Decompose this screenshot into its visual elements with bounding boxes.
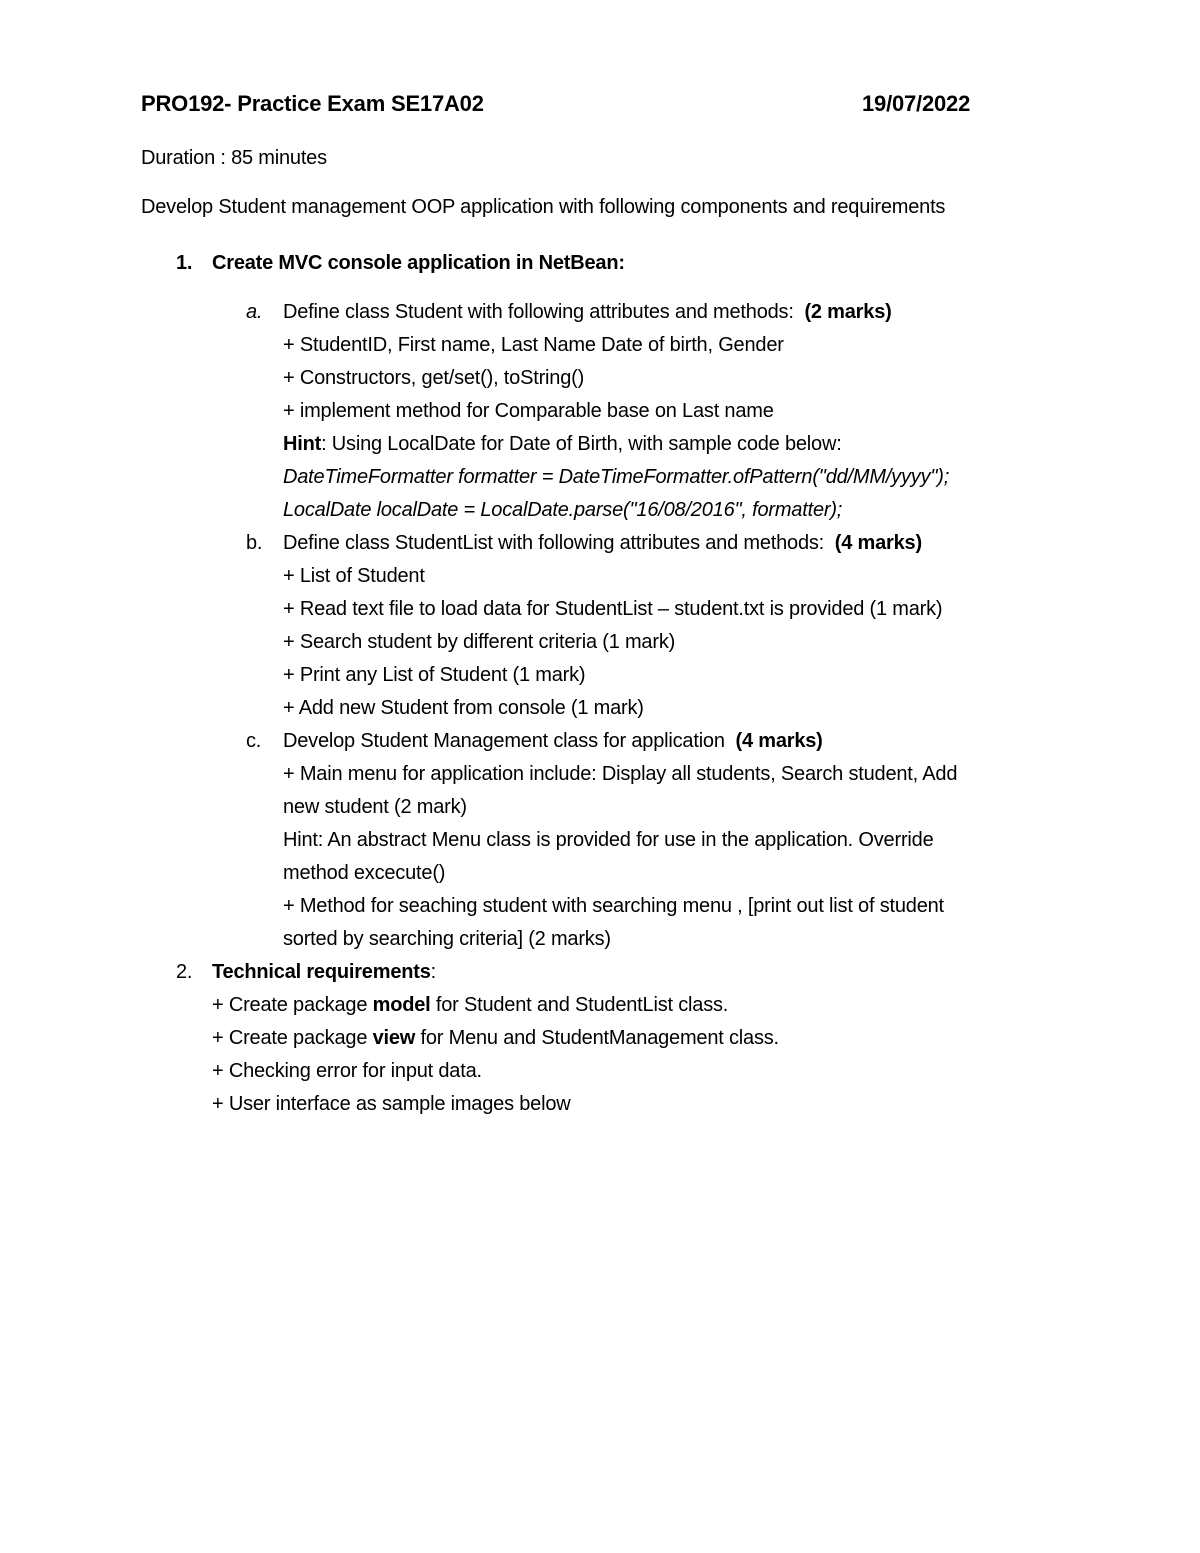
section2-heading xyxy=(212,958,436,986)
section2-line-1-pre: + Create package xyxy=(212,994,373,1016)
section2-number: 2. xyxy=(176,961,193,983)
item-a-line-1: + StudentID, First name, Last Name Date of birth, Gender xyxy=(283,334,784,356)
item-a-hint-label: Hint xyxy=(283,433,322,455)
section2-title-suffix: : xyxy=(430,961,436,983)
item-b-line-5: + Add new Student from console (1 mark) xyxy=(283,697,644,719)
intro-text: Develop Student management OOP application with following components and requirements xyxy=(141,196,946,218)
section2-line-4: + User interface as sample images below xyxy=(212,1093,571,1115)
item-c-line-4: method excecute() xyxy=(283,862,446,884)
section2-line-2-bold: view xyxy=(372,1027,416,1049)
item-b-line-1: + List of Student xyxy=(283,565,425,587)
item-c-line-6: sorted by searching criteria] (2 marks) xyxy=(283,928,611,950)
item-c-line-3: Hint: An abstract Menu class is provided for use in the application. Override xyxy=(283,829,934,851)
exam-title: PRO192- Practice Exam SE17A02 xyxy=(141,91,484,116)
item-b-marker: b. xyxy=(246,532,263,554)
section2-line-2 xyxy=(212,1024,779,1052)
section1-title: Create MVC console application in NetBean: xyxy=(212,252,625,274)
item-b-text: Define class StudentList with following attributes and methods: xyxy=(283,532,825,554)
item-a-text: Define class Student with following attributes and methods: xyxy=(283,301,794,323)
section2-line-1-post: for Student and StudentList class. xyxy=(430,994,729,1016)
item-a-marks: (2 marks) xyxy=(804,301,892,323)
item-a-line-3: + implement method for Comparable base on Last name xyxy=(283,400,774,422)
exam-date: 19/07/2022 xyxy=(862,91,971,116)
item-c-heading xyxy=(283,727,823,755)
item-b-line-2: + Read text file to load data for StudentList – student.txt is provided (1 mark) xyxy=(283,598,943,620)
item-c-marks: (4 marks) xyxy=(735,730,823,752)
item-c-line-1: + Main menu for application include: Display all students, Search student, Add xyxy=(283,763,958,785)
section2-line-1-bold: model xyxy=(372,994,431,1016)
item-b-line-4: + Print any List of Student (1 mark) xyxy=(283,664,586,686)
item-c-line-5: + Method for seaching student with searching menu , [print out list of student xyxy=(283,895,944,917)
item-c-line-2: new student (2 mark) xyxy=(283,796,467,818)
section2-title: Technical requirements xyxy=(212,961,431,983)
section1-number: 1. xyxy=(176,252,193,274)
item-a-hint-text: : Using LocalDate for Date of Birth, with sample code below: xyxy=(321,433,842,455)
item-b-heading xyxy=(283,529,922,557)
item-a-heading xyxy=(283,298,892,326)
item-b-line-3: + Search student by different criteria (1 mark) xyxy=(283,631,676,653)
item-b-marks: (4 marks) xyxy=(834,532,922,554)
item-a-code-1: DateTimeFormatter formatter = DateTimeFormatter.ofPattern("dd/MM/yyyy"); xyxy=(283,466,950,488)
item-a-marker: a. xyxy=(246,301,263,323)
duration-text: Duration : 85 minutes xyxy=(141,147,327,169)
item-c-marker: c. xyxy=(246,730,262,752)
section2-line-2-pre: + Create package xyxy=(212,1027,373,1049)
section2-line-2-post: for Menu and StudentManagement class. xyxy=(415,1027,779,1049)
section2-line-1 xyxy=(212,991,728,1019)
item-a-line-2: + Constructors, get/set(), toString() xyxy=(283,367,585,389)
item-c-text: Develop Student Management class for application xyxy=(283,730,725,752)
item-a-code-2: LocalDate localDate = LocalDate.parse("16/08/2016", formatter); xyxy=(283,499,843,521)
item-a-hint xyxy=(283,430,842,458)
section2-line-3: + Checking error for input data. xyxy=(212,1060,482,1082)
